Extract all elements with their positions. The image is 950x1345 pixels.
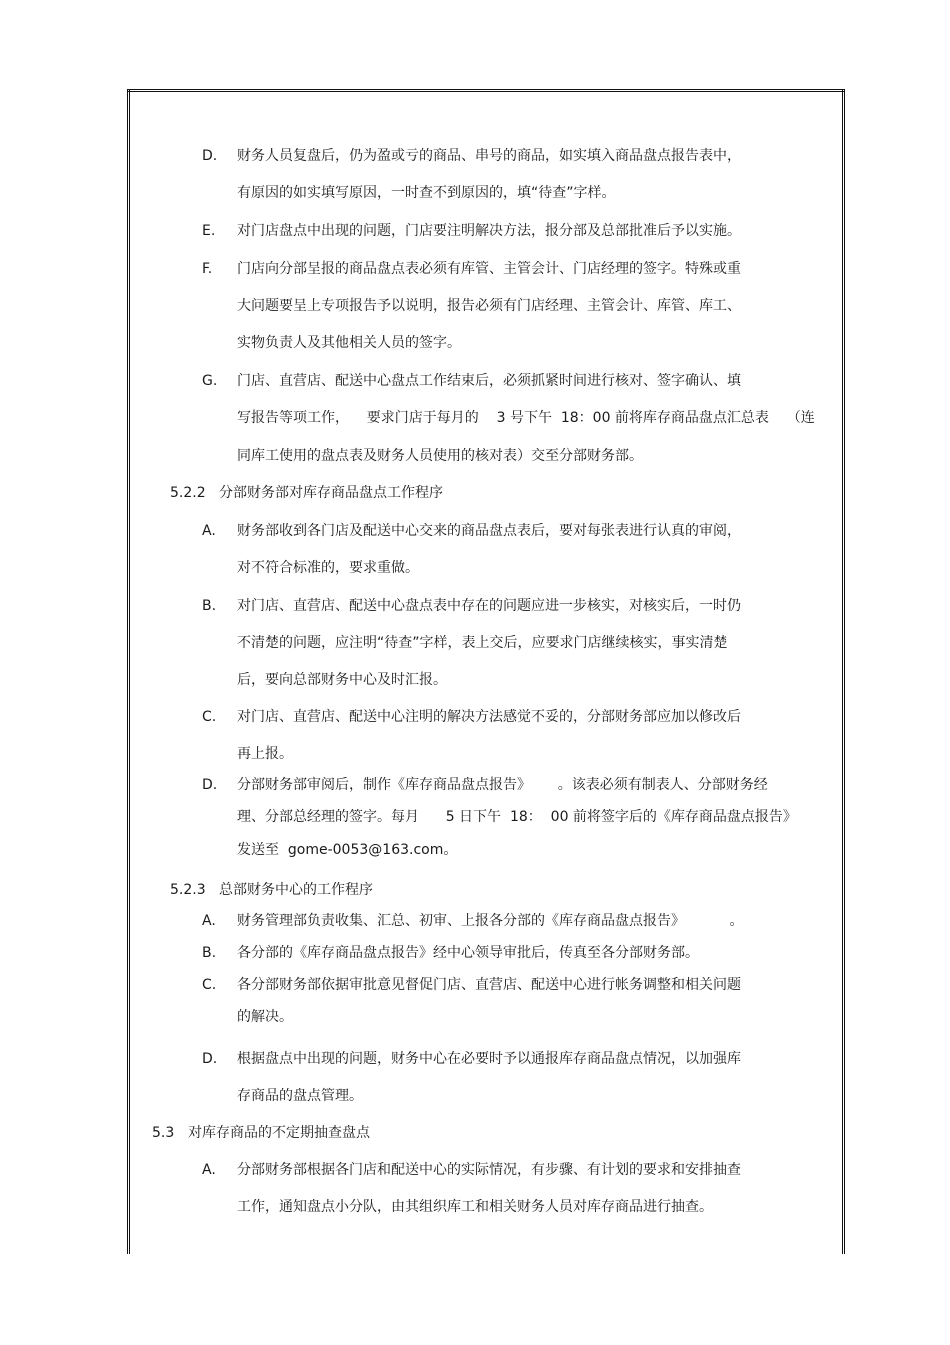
item-text-line: 有原因的如实填写原因，一时查不到原因的，填“待查”字样。 [237, 185, 616, 201]
item-text-line: 大问题要呈上专项报告予以说明，报告必须有门店经理、主管会计、库管、库工、 [237, 298, 741, 314]
section-title: 总部财务中心的工作程序 [219, 882, 373, 898]
item-text-line: 不清楚的问题，应注明“待查”字样，表上交后，应要求门店继续核实，事实清楚 [237, 635, 728, 651]
item-marker: D. [202, 777, 218, 793]
item-text-line: 门店向分部呈报的商品盘点表必须有库管、主管会计、门店经理的签字。特殊或重 [237, 261, 741, 277]
item-text-line: 理、分部总经理的签字。每月 5 日下午 18： 00 前将签字后的《库存商品盘点报告》 [237, 809, 797, 825]
item-text-line: 各分部的《库存商品盘点报告》经中心领导审批后，传真至各分部财务部。 [237, 945, 699, 961]
item-marker: A. [202, 1162, 216, 1178]
item-marker: G. [202, 373, 218, 389]
section-number: 5.3 [152, 1125, 175, 1141]
item-text-line: 的解决。 [237, 1009, 293, 1025]
item-text-line: 写报告等项工作， 要求门店于每月的 3 号下午 18：00 前将库存商品盘点汇总表 （连 [237, 410, 815, 426]
page-frame-left-border [127, 89, 130, 1254]
item-marker: A. [202, 913, 216, 929]
item-marker: C. [202, 709, 217, 725]
item-text-line: 门店、直营店、配送中心盘点工作结束后，必须抓紧时间进行核对、签字确认、填 [237, 373, 741, 389]
item-text-line: 分部财务部根据各门店和配送中心的实际情况，有步骤、有计划的要求和安排抽查 [237, 1162, 741, 1178]
item-text-line: 对门店、直营店、配送中心注明的解决方法感觉不妥的，分部财务部应加以修改后 [237, 709, 741, 725]
item-marker: F. [202, 261, 213, 277]
section-title: 分部财务部对库存商品盘点工作程序 [219, 485, 443, 501]
item-marker: B. [202, 945, 217, 961]
item-text-line: 工作，通知盘点小分队，由其组织库工和相关财务人员对库存商品进行抽查。 [237, 1199, 713, 1215]
item-marker: B. [202, 598, 217, 614]
item-text-line: 财务人员复盘后，仍为盈或亏的商品、串号的商品，如实填入商品盘点报告表中， [237, 148, 741, 164]
item-marker: A. [202, 523, 216, 539]
item-marker: C. [202, 977, 217, 993]
page-frame-right-border [842, 89, 845, 1254]
item-marker: D. [202, 1051, 218, 1067]
item-text-line: 发送至 gome-0053@163.com。 [237, 842, 458, 858]
item-text-line: 财务管理部负责收集、汇总、初审、上报各分部的《库存商品盘点报告》 。 [237, 913, 744, 929]
item-text-line: 同库工使用的盘点表及财务人员使用的核对表）交至分部财务部。 [237, 448, 643, 464]
item-marker: D. [202, 148, 218, 164]
item-text-line: 后，要向总部财务中心及时汇报。 [237, 672, 447, 688]
item-marker: E. [202, 223, 216, 239]
section-title: 对库存商品的不定期抽查盘点 [188, 1125, 370, 1141]
item-text-line: 对门店、直营店、配送中心盘点表中存在的问题应进一步核实，对核实后，一时仍 [237, 598, 741, 614]
item-text-line: 存商品的盘点管理。 [237, 1088, 363, 1104]
item-text-line: 对门店盘点中出现的问题，门店要注明解决方法，报分部及总部批准后予以实施。 [237, 223, 741, 239]
section-number: 5.2.2 [170, 485, 206, 501]
item-text-line: 各分部财务部依据审批意见督促门店、直营店、配送中心进行帐务调整和相关问题 [237, 977, 741, 993]
item-text-line: 财务部收到各门店及配送中心交来的商品盘点表后，要对每张表进行认真的审阅， [237, 523, 741, 539]
page-frame-top-border [127, 89, 845, 92]
item-text-line: 实物负责人及其他相关人员的签字。 [237, 335, 461, 351]
item-text-line: 根据盘点中出现的问题，财务中心在必要时予以通报库存商品盘点情况，以加强库 [237, 1051, 741, 1067]
item-text-line: 再上报。 [237, 746, 293, 762]
section-number: 5.2.3 [170, 882, 206, 898]
item-text-line: 分部财务部审阅后，制作《库存商品盘点报告》 。该表必须有制表人、分部财务经 [237, 777, 768, 793]
item-text-line: 对不符合标准的，要求重做。 [237, 560, 419, 576]
